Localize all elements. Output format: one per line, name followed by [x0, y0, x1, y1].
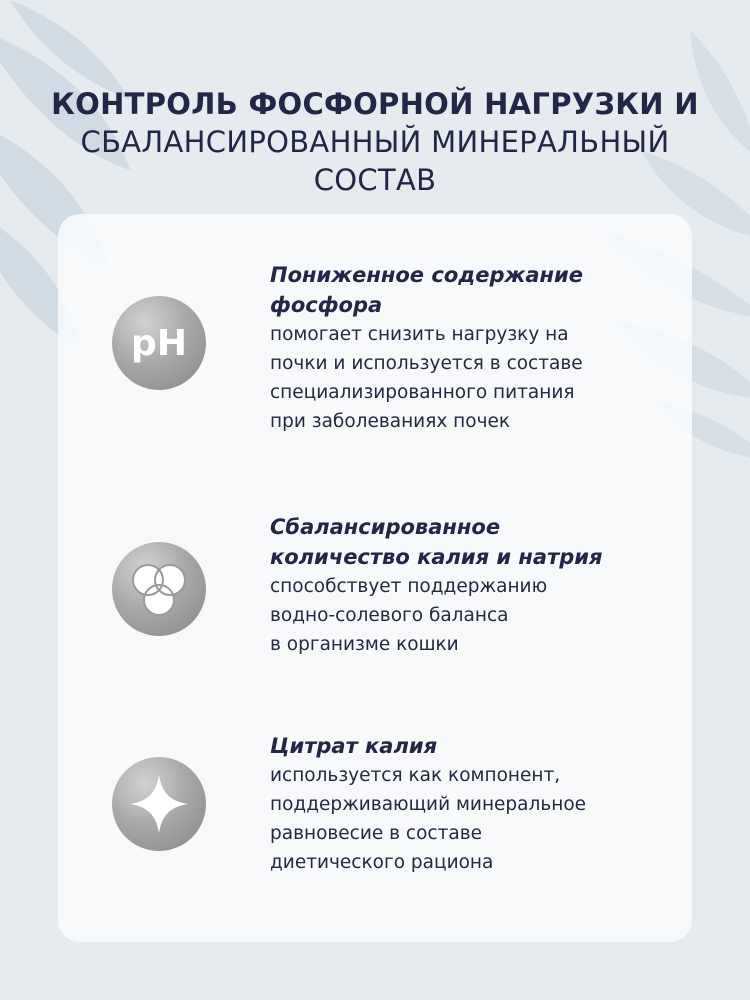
page-title: [0, 85, 750, 199]
heading-line: Пониженное содержание: [270, 263, 584, 287]
heading-line: фосфора: [270, 293, 383, 317]
body-line: используется как компонент,: [270, 765, 561, 786]
benefit-text: [270, 512, 670, 659]
heading-line: Сбалансированное: [270, 515, 501, 539]
benefit-text: [270, 731, 670, 877]
body-line: поддерживающий минеральное: [270, 794, 587, 815]
benefit-heading: [270, 260, 670, 320]
benefit-text: [270, 260, 670, 436]
ph-icon-label: pH: [131, 323, 187, 364]
body-line: специализированного питания: [270, 382, 575, 403]
benefit-heading: [270, 512, 670, 572]
title-line-1: КОНТРОЛЬ ФОСФОРНОЙ НАГРУЗКИ И: [51, 87, 699, 122]
body-line: водно-солевого баланса: [270, 605, 509, 626]
four-point-star-icon: [112, 757, 206, 851]
title-line-3: СОСТАВ: [313, 163, 437, 198]
body-line: способствует поддержанию: [270, 576, 548, 597]
body-line: диетического рациона: [270, 852, 494, 873]
body-line: почки и используется в составе: [270, 353, 583, 374]
body-line: при заболеваниях почек: [270, 411, 511, 432]
heading-line: Цитрат калия: [270, 734, 438, 758]
title-line-2: СБАЛАНСИРОВАННЫЙ МИНЕРАЛЬНЫЙ: [80, 125, 670, 160]
benefit-heading: [270, 731, 670, 761]
body-line: помогает снизить нагрузку на: [270, 324, 569, 345]
body-line: в организме кошки: [270, 634, 459, 655]
ph-icon: [112, 296, 206, 390]
body-line: равновесие в составе: [270, 823, 482, 844]
three-circles-icon: [112, 542, 206, 636]
benefits-card: [58, 214, 692, 942]
heading-line: количество калия и натрия: [270, 545, 603, 569]
